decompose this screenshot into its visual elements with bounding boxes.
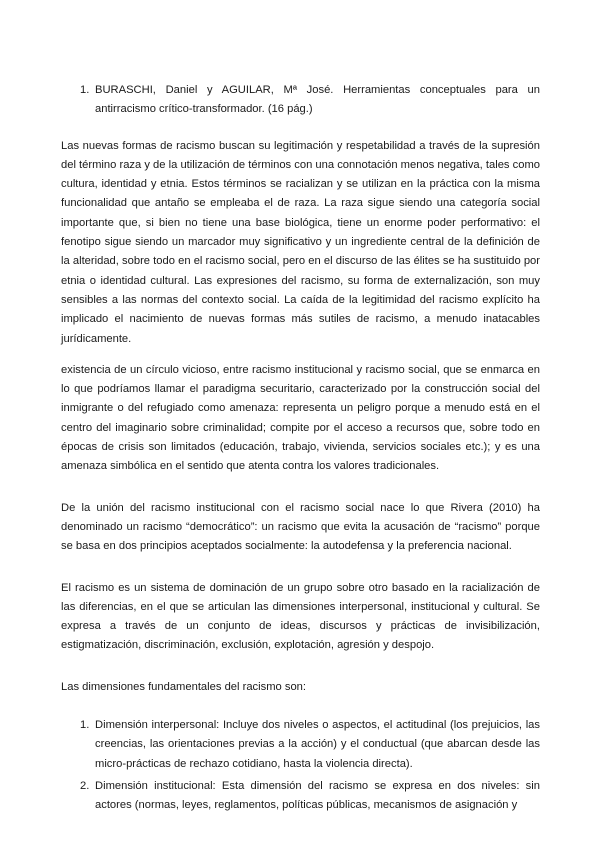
dimension-item-institutional	[61, 777, 540, 815]
dimension-text: Dimensión interpersonal: Incluye dos niveles o aspectos, el actitudinal (los prejuicios, las creencias, las orientaciones previas a la acción) y el conductual (que abarcan desde las micro-prácticas de rechazo cotidiano, hasta la violencia directa).	[95, 719, 540, 770]
reference-item	[61, 81, 540, 120]
dimension-number: 1.	[80, 719, 90, 732]
reference-number: 1.	[80, 84, 90, 96]
dimension-number: 2.	[80, 779, 90, 792]
paragraph-dimensions-intro: Las dimensiones fundamentales del racismo son:	[61, 680, 307, 693]
paragraph-new-racism: Las nuevas formas de racismo buscan su legitimación y respetabilidad a través de la supresión del término raza y de la utilización de términos con una connotación menos negativa, tales como cultura, identidad y etnia. Estos términos se racializan y se utilizan en la práctica con la misma funcionalidad que antaño se empleaba el de raza. La raza sigue siendo una categoría social importante que, si bien no tiene una base biológica, tiene un enorme poder performativo: el fenotipo sigue siendo un marcador muy significativo y un ingrediente central de la definición de la alteridad, sobre todo en el racismo social, pero en el discurso de las élites se ha sustituido por etnia o identidad cultural. Las expresiones del racismo, su forma de externalización, son muy sensibles a las normas del contexto social. La caída de la legitimidad del racismo explícito ha implicado el nacimiento de nuevas formas más sutiles de racismo, a menudo inatacables jurídicamente.	[61, 139, 540, 345]
dimension-text: Dimensión institucional: Esta dimensión del racismo se expresa en dos niveles: sin actores (normas, leyes, reglamentos, políticas públicas, mecanismos de asignación y	[95, 779, 540, 812]
reference-text: BURASCHI, Daniel y AGUILAR, Mª José. Herramientas conceptuales para un antirracismo crítico-transformador. (16 pág.)	[95, 84, 540, 116]
document-body	[61, 81, 540, 815]
paragraph-vicious-circle: existencia de un círculo vicioso, entre racismo institucional y racismo social, que se enmarca en lo que podríamos llamar el paradigma securitario, caracterizado por la construcción social del inmigrante o del refugiado como amenaza: representa un peligro porque a menudo está en el centro del imaginario sobre criminalidad; compite por el acceso a recursos que, sobre todo en épocas de crisis son limitados (educación, trabajo, vivienda, servicios sociales etc.); y es una amenaza simbólica en el sentido que atenta contra los valores tradicionales.	[61, 363, 540, 473]
dimension-item-interpersonal	[61, 716, 540, 774]
paragraph-racism-definition: El racismo es un sistema de dominación de un grupo sobre otro basado en la racialización de las diferencias, en el que se articulan las dimensiones interpersonal, institucional y cultural. Se expresa a través de un conjunto de ideas, discursos y prácticas de invisibilización, estigmatización, discriminación, exclusión, explotación, agresión y despojo.	[61, 581, 540, 652]
paragraph-democratic-racism: De la unión del racismo institucional con el racismo social nace lo que Rivera (2010) ha denominado un racismo “democrático”: un racismo que evita la acusación de “racismo” porque se basa en dos principios aceptados socialmente: la autodefensa y la preferencia nacional.	[61, 501, 540, 553]
